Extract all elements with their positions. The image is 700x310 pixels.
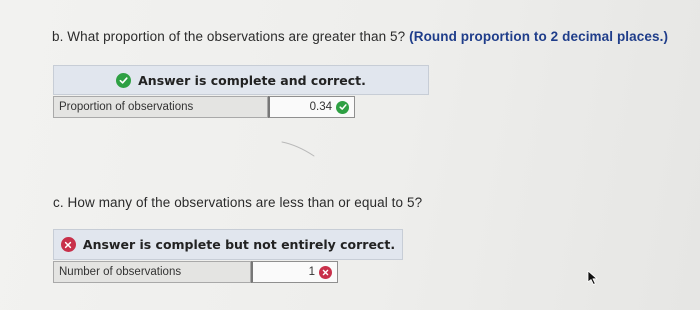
answer-row-b [53,96,355,118]
answer-input-c[interactable] [251,261,338,283]
x-circle-icon [61,237,76,252]
answer-label-b: Proportion of observations [53,96,268,118]
answer-value-b: 0.34 [309,101,332,113]
status-banner-b [53,65,429,95]
status-banner-c [53,229,403,260]
question-c [53,195,422,210]
status-text-b: Answer is complete and correct. [138,72,366,88]
answer-input-b[interactable] [268,96,355,118]
question-b [52,29,668,44]
x-circle-icon [319,266,332,279]
check-circle-icon [336,101,349,114]
check-circle-icon [116,73,131,88]
status-text-c: Answer is complete but not entirely correct. [82,237,396,252]
answer-label-c: Number of observations [53,261,251,283]
question-b-text: b. What proportion of the observations are greater than 5? [52,29,406,44]
answer-row-c [53,261,338,283]
stray-mark-decoration [280,138,320,160]
answer-value-c: 1 [308,266,315,278]
question-c-text: c. How many of the observations are less than or equal to 5? [53,195,423,210]
mouse-cursor-icon [587,270,599,286]
rounding-note: (Round proportion to 2 decimal places.) [409,29,669,44]
